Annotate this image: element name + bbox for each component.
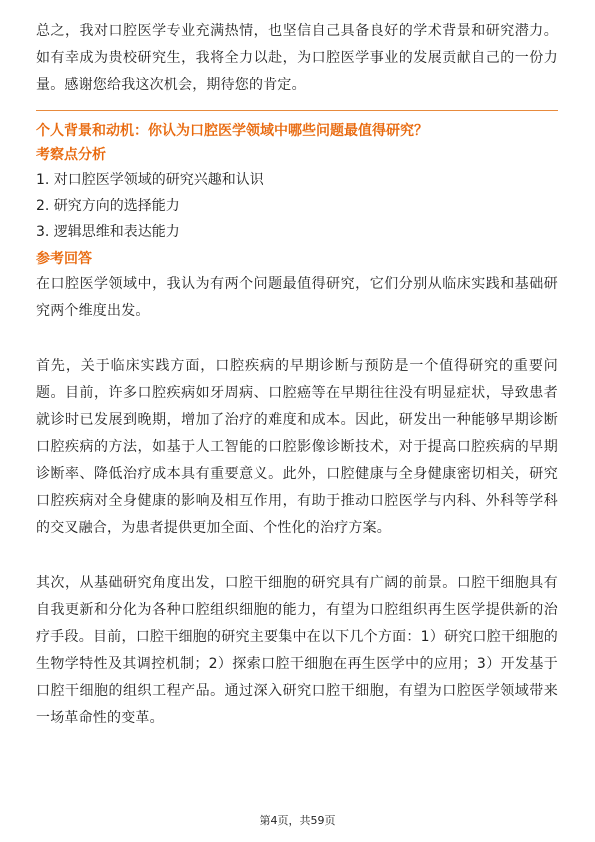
page-content xyxy=(36,18,558,732)
analysis-label: 考察点分析 xyxy=(36,147,106,163)
answer-label: 参考回答 xyxy=(36,251,92,267)
section-divider xyxy=(36,110,558,111)
analysis-item: 1. 对口腔医学领域的研究兴趣和认识 xyxy=(36,172,264,188)
analysis-list xyxy=(36,167,558,245)
answer-paragraph: 其次，从基础研究角度出发，口腔干细胞的研究具有广阔的前景。口腔干细胞具有自我更新和分化为各种口腔组织细胞的能力，有望为口腔组织再生医学提供新的治疗手段。目前，口腔干细胞的研究主要集中在以下几个方面：1）研究口腔干细胞的生物学特性及其调控机制；2）探索口腔干细胞在再生医学中的应用；3）开发基于口腔干细胞的组织工程产品。通过深入研究口腔干细胞，有望为口腔医学领域带来一场革命性的变革。 xyxy=(36,575,558,726)
answer-paragraph: 在口腔医学领域中，我认为有两个问题最值得研究，它们分别从临床实践和基础研究两个维度出发。 xyxy=(36,276,558,319)
page-number: 第4页，共59页 xyxy=(259,814,336,827)
question-heading: 个人背景和动机：你认为口腔医学领域中哪些问题最值得研究？ xyxy=(36,123,428,139)
answer-paragraph: 首先，关于临床实践方面，口腔疾病的早期诊断与预防是一个值得研究的重要问题。目前，许多口腔疾病如牙周病、口腔癌等在早期往往没有明显症状，导致患者就诊时已发展到晚期，增加了治疗的难度和成本。因此，研发出一种能够早期诊断口腔疾病的方法，如基于人工智能的口腔影像诊断技术，对于提高口腔疾病的早期诊断率、降低治疗成本具有重要意义。此外，口腔健康与全身健康密切相关，研究口腔疾病对全身健康的影响及相互作用，有助于推动口腔医学与内科、外科等学科的交叉融合，为患者提供更加全面、个性化的治疗方案。 xyxy=(36,358,558,536)
intro-paragraph: 总之，我对口腔医学专业充满热情，也坚信自己具备良好的学术背景和研究潜力。如有幸成为贵校研究生，我将全力以赴，为口腔医学事业的发展贡献自己的一份力量。感谢您给我这次机会，期待您的肯定。 xyxy=(36,23,558,93)
analysis-item: 2. 研究方向的选择能力 xyxy=(36,198,180,214)
analysis-item: 3. 逻辑思维和表达能力 xyxy=(36,224,180,240)
